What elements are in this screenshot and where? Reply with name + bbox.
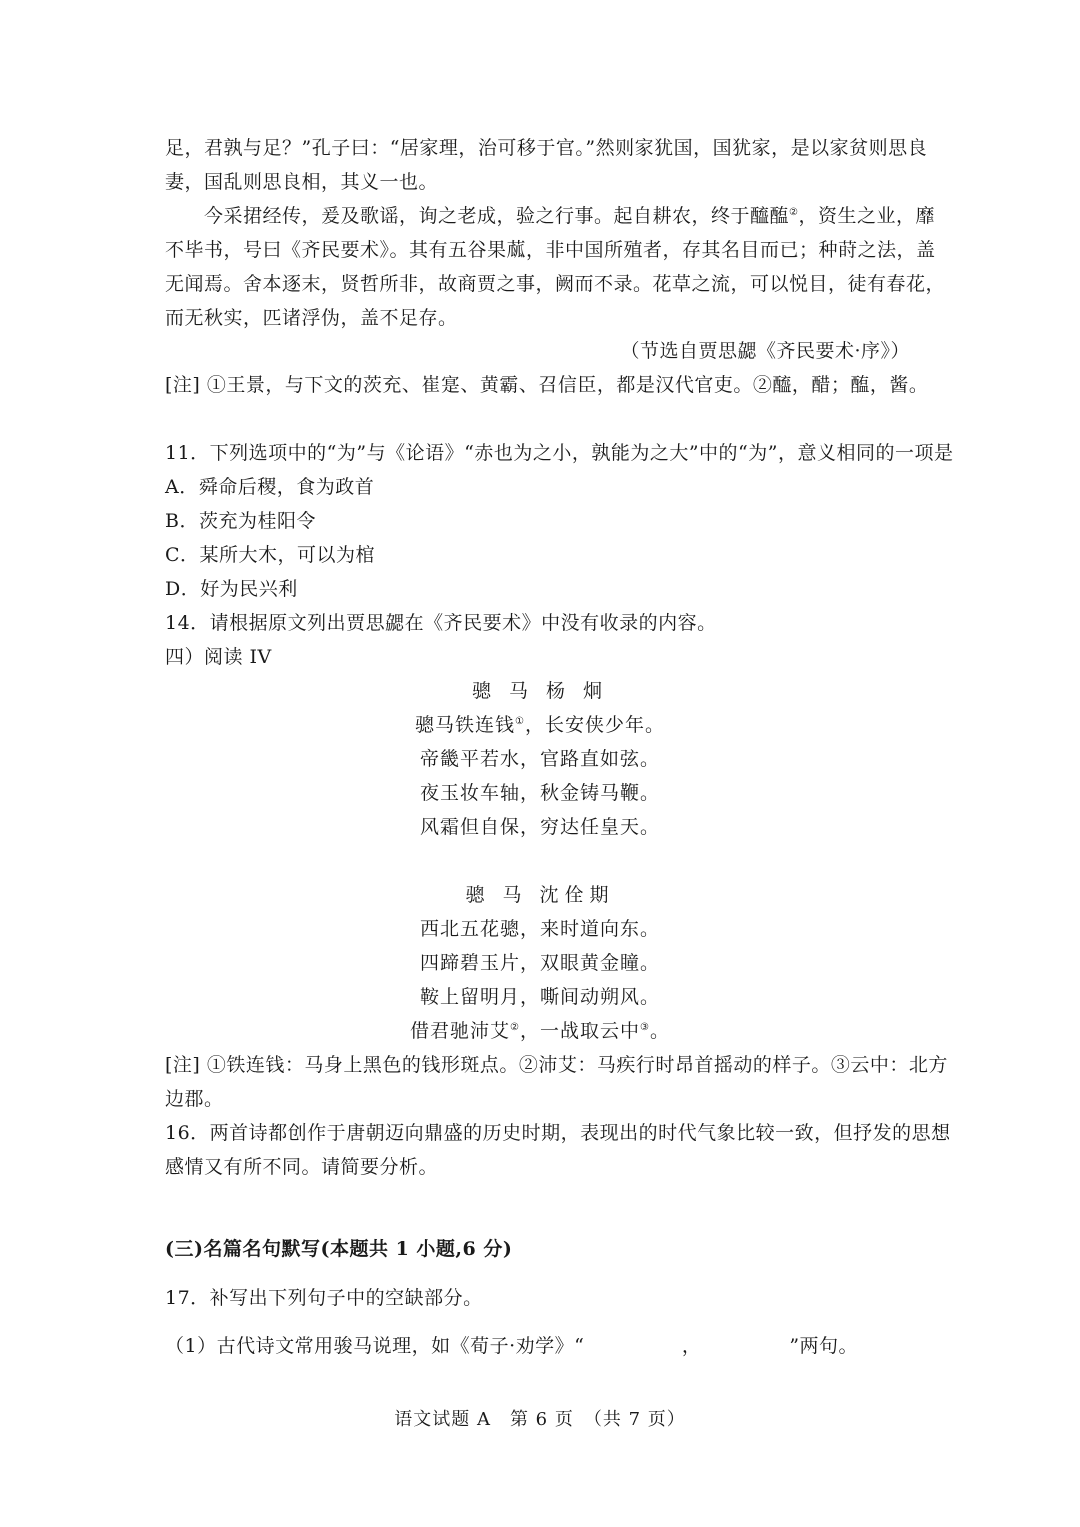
question-17-stem: 17．补写出下列句子中的空缺部分。 [165,1287,483,1309]
footnote-marker: ② [510,1022,520,1033]
question-16-line-1: 16．两首诗都创作于唐朝迈向鼎盛的历史时期，表现出的时代气象比较一致，但抒发的思想 [165,1122,951,1144]
poem-2-line-3: 鞍上留明月，嘶间动朔风。 [419,986,660,1008]
passage-source: （节选自贾思勰《齐民要术·序》） [620,340,910,362]
question-14-stem: 14．请根据原文列出贾思勰在《齐民要术》中没有收录的内容。 [165,612,717,634]
question-16-line-2: 感情又有所不同。请简要分析。 [165,1156,439,1178]
poem-1-line-4: 风霜但自保，穷达任皇天。 [419,816,660,838]
footnote-marker: ③ [640,1022,650,1033]
passage-line-5: 无闻焉。舍本逐末，贤哲所非，故商贾之事，阙而不录。花草之流，可以悦目，徒有春花， [165,273,946,295]
passage-line-3: 今采捃经传，爰及歌谣，询之老成，验之行事。起自耕农，终于醯醢②，资生之业，靡 [204,205,935,227]
poem-1-line-1: 骢马铁连钱①，长安侠少年。 [415,714,665,736]
footnote-marker: ② [789,207,799,218]
passage-note: [注] ①王景，与下文的茨充、崔寔、黄霸、召信臣，都是汉代官吏。②醯，醋；醢，酱。 [165,374,929,396]
poem-1-line-3: 夜玉妆车轴，秋金铸马鞭。 [419,782,660,804]
passage-line-4: 不毕书，号曰《齐民要术》。其有五谷果蓏，非中国所殖者，存其名目而已；种莳之法，盖 [165,239,936,261]
passage-line-6: 而无秋实，匹诸浮伪，盖不足存。 [165,307,458,329]
section-4-heading: 四）阅读 IV [165,646,272,668]
passage-line-2: 妻，国乱则思良相，其义一也。 [165,171,439,193]
poem-2-line-1: 西北五花骢，来时道向东。 [419,918,660,940]
poem-2-line-2: 四蹄碧玉片，双眼黄金瞳。 [419,952,660,974]
question-17-item-1: （1）古代诗文常用骏马说理，如《荀子·劝学》“ ， ”两句。 [165,1335,859,1357]
page-footer: 语文试题 A 第 6 页 （共 7 页） [394,1409,686,1430]
question-11-option-b: B．茨充为桂阳令 [165,510,316,532]
poem-1-title: 骢 马 杨 炯 [471,680,609,702]
poem-2-line-4: 借君驰沛艾②，一战取云中③。 [410,1020,670,1042]
question-11-option-d: D．好为民兴利 [165,578,298,600]
passage-line-1: 足，君孰与足？”孔子曰：“居家理，治可移于官。”然则家犹国，国犹家，是以家贫则思良 [165,137,928,159]
question-11-option-c: C．某所大木，可以为棺 [165,544,376,566]
footnote-marker: ① [515,716,525,727]
poem-note-line-2: 边郡。 [165,1088,224,1110]
poem-note-line-1: [注] ①铁连钱：马身上黑色的钱形斑点。②沛艾：马疾行时昂首摇动的样子。③云中：北方 [165,1054,948,1076]
poem-2-title: 骢 马 沈佺期 [465,884,615,906]
poem-1-line-2: 帝畿平若水，官路直如弦。 [419,748,660,770]
section-3-heading: (三)名篇名句默写(本题共 1 小题,6 分) [165,1238,513,1260]
question-11-stem: 11．下列选项中的“为”与《论语》“赤也为之小，孰能为之大”中的“为”，意义相同的一项是 [165,442,954,464]
question-11-option-a: A．舜命后稷，食为政首 [165,476,375,498]
